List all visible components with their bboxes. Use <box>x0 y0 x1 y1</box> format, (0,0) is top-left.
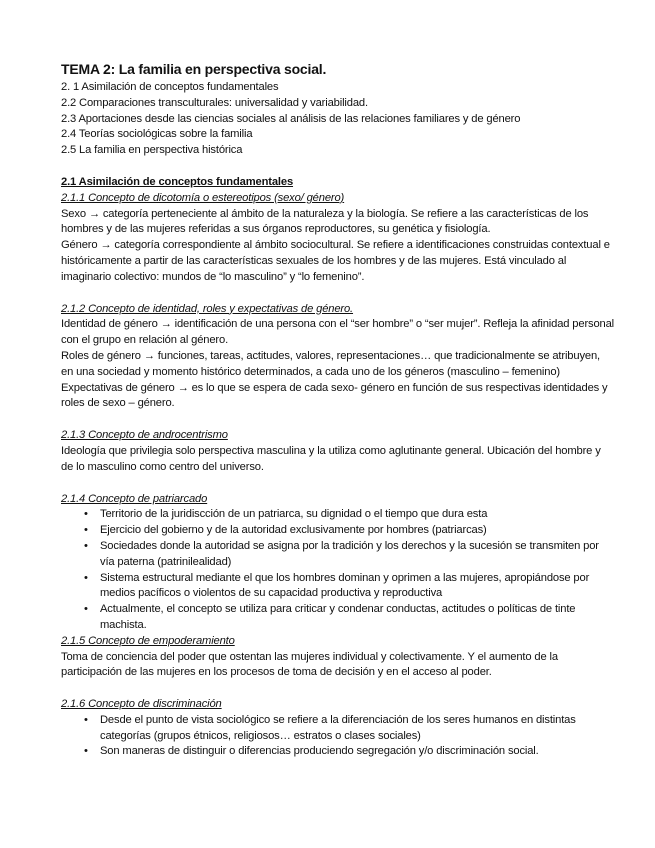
list-item-text: Son maneras de distinguir o diferencias produciendo segregación y/o discriminación social. <box>100 745 539 758</box>
paragraph-androcentrismo: Ideología que privilegia solo perspectiva masculina y la utiliza como aglutinante general. Ubicación del hombre y de lo masculino como centro del universo. <box>61 444 601 473</box>
toc-item: 2.2 Comparaciones transculturales: universalidad y variabilidad. <box>61 96 368 109</box>
list-item-text: Actualmente, el concepto se utiliza para criticar y condenar conductas, actitudes o políticas de tinte machista. <box>100 603 576 631</box>
list-item-text: Sistema estructural mediante el que los hombres dominan y oprimen a las mujeres, apropiándose por medios pacíficos o violentos de su capacidad productiva y reproductiva <box>100 571 590 600</box>
spacer <box>61 159 615 175</box>
list-item <box>84 602 615 634</box>
toc-item: 2. 1 Asimilación de conceptos fundamentales <box>61 81 279 93</box>
spacer <box>61 476 615 492</box>
toc-item: 2.3 Aportaciones desde las ciencias sociales al análisis de las relaciones familiares y de género <box>61 112 521 125</box>
bullet-icon: • <box>84 745 88 758</box>
paragraph-empoderamiento: Toma de conciencia del poder que ostentan las mujeres individual y colectivamente. Y el aumento de la participación de las mujeres en los procesos de toma de decisión y en el acceso al poder. <box>61 650 558 679</box>
paragraph-roles: Roles de género → funciones, tareas, actitudes, valores, representaciones… que tradicionalmente se atribuyen, en una sociedad y momento histórico determinados, a cada uno de los géneros (masculino – femenino) <box>61 349 600 378</box>
bullet-icon: • <box>84 571 88 584</box>
paragraph-identidad: Identidad de género → identificación de una persona con el “ser hombre” o “ser mujer”. Refleja la afinidad personal con el grupo en relación al género. <box>61 318 615 347</box>
table-of-contents <box>61 80 615 159</box>
paragraph-sexo: Sexo → categoría perteneciente al ámbito de la naturaleza y la biología. Se refiere a las características de los hombres y de las mujeres referidas a sus órganos reproductores, su genética y fisiología. <box>61 207 589 236</box>
list-item <box>84 523 615 539</box>
toc-item: 2.5 La familia en perspectiva histórica <box>61 144 243 157</box>
paragraph-genero: Género → categoría correspondiente al ámbito sociocultural. Se refiere a identificaciones construidas contextual e históricamente a partir de las características sexuales de los hombres y de las mujeres. Está vinculado al imaginario colectivo: mundos de “lo masculino” y “lo femenino”. <box>61 239 610 283</box>
list-item-text: Territorio de la juridiscción de un patriarca, su dignidad o el tiempo que dura esta <box>100 508 488 521</box>
subsection-heading-identity: 2.1.2 Concepto de identidad, roles y expectativas de género. <box>61 302 354 315</box>
subsection-heading-dichotomy: 2.1.1 Concepto de dicotomía o estereotipos (sexo/ género) <box>61 191 345 204</box>
spacer <box>61 681 615 697</box>
bullet-icon: • <box>84 524 88 537</box>
bullet-icon: • <box>84 713 88 726</box>
list-item-text: Ejercicio del gobierno y de la autoridad exclusivamente por hombres (patriarcas) <box>100 524 487 537</box>
patriarchy-list <box>61 507 615 633</box>
spacer <box>61 286 615 302</box>
subsection-heading-discrimination: 2.1.6 Concepto de discriminación <box>61 698 222 711</box>
list-item <box>84 571 615 603</box>
document-title: TEMA 2: La familia en perspectiva social. <box>61 61 327 77</box>
list-item-text: Sociedades donde la autoridad se asigna por la tradición y los derechos y la sucesión se transmiten por vía paterna (patrinilealidad) <box>100 539 599 568</box>
list-item <box>84 539 615 571</box>
list-item-text: Desde el punto de vista sociológico se refiere a la diferenciación de los seres humanos en distintas categorías (grupos étnicos, religiosos… estratos o clases sociales) <box>100 713 576 742</box>
section-heading: 2.1 Asimilación de conceptos fundamentales <box>61 175 294 188</box>
subsection-heading-empowerment: 2.1.5 Concepto de empoderamiento <box>61 634 235 647</box>
list-item <box>84 713 615 745</box>
paragraph-expectativas: Expectativas de género → es lo que se espera de cada sexo- género en función de sus respectivas identidades y roles de sexo – género. <box>61 381 608 410</box>
spacer <box>61 412 615 428</box>
list-item <box>84 507 615 523</box>
toc-item: 2.4 Teorías sociológicas sobre la familia <box>61 128 253 141</box>
list-item <box>84 744 615 760</box>
discrimination-list <box>61 713 615 760</box>
bullet-icon: • <box>84 539 88 552</box>
bullet-icon: • <box>84 603 88 616</box>
subsection-heading-androcentrism: 2.1.3 Concepto de androcentrismo <box>61 429 228 442</box>
bullet-icon: • <box>84 508 88 521</box>
subsection-heading-patriarchy: 2.1.4 Concepto de patriarcado <box>61 492 208 505</box>
